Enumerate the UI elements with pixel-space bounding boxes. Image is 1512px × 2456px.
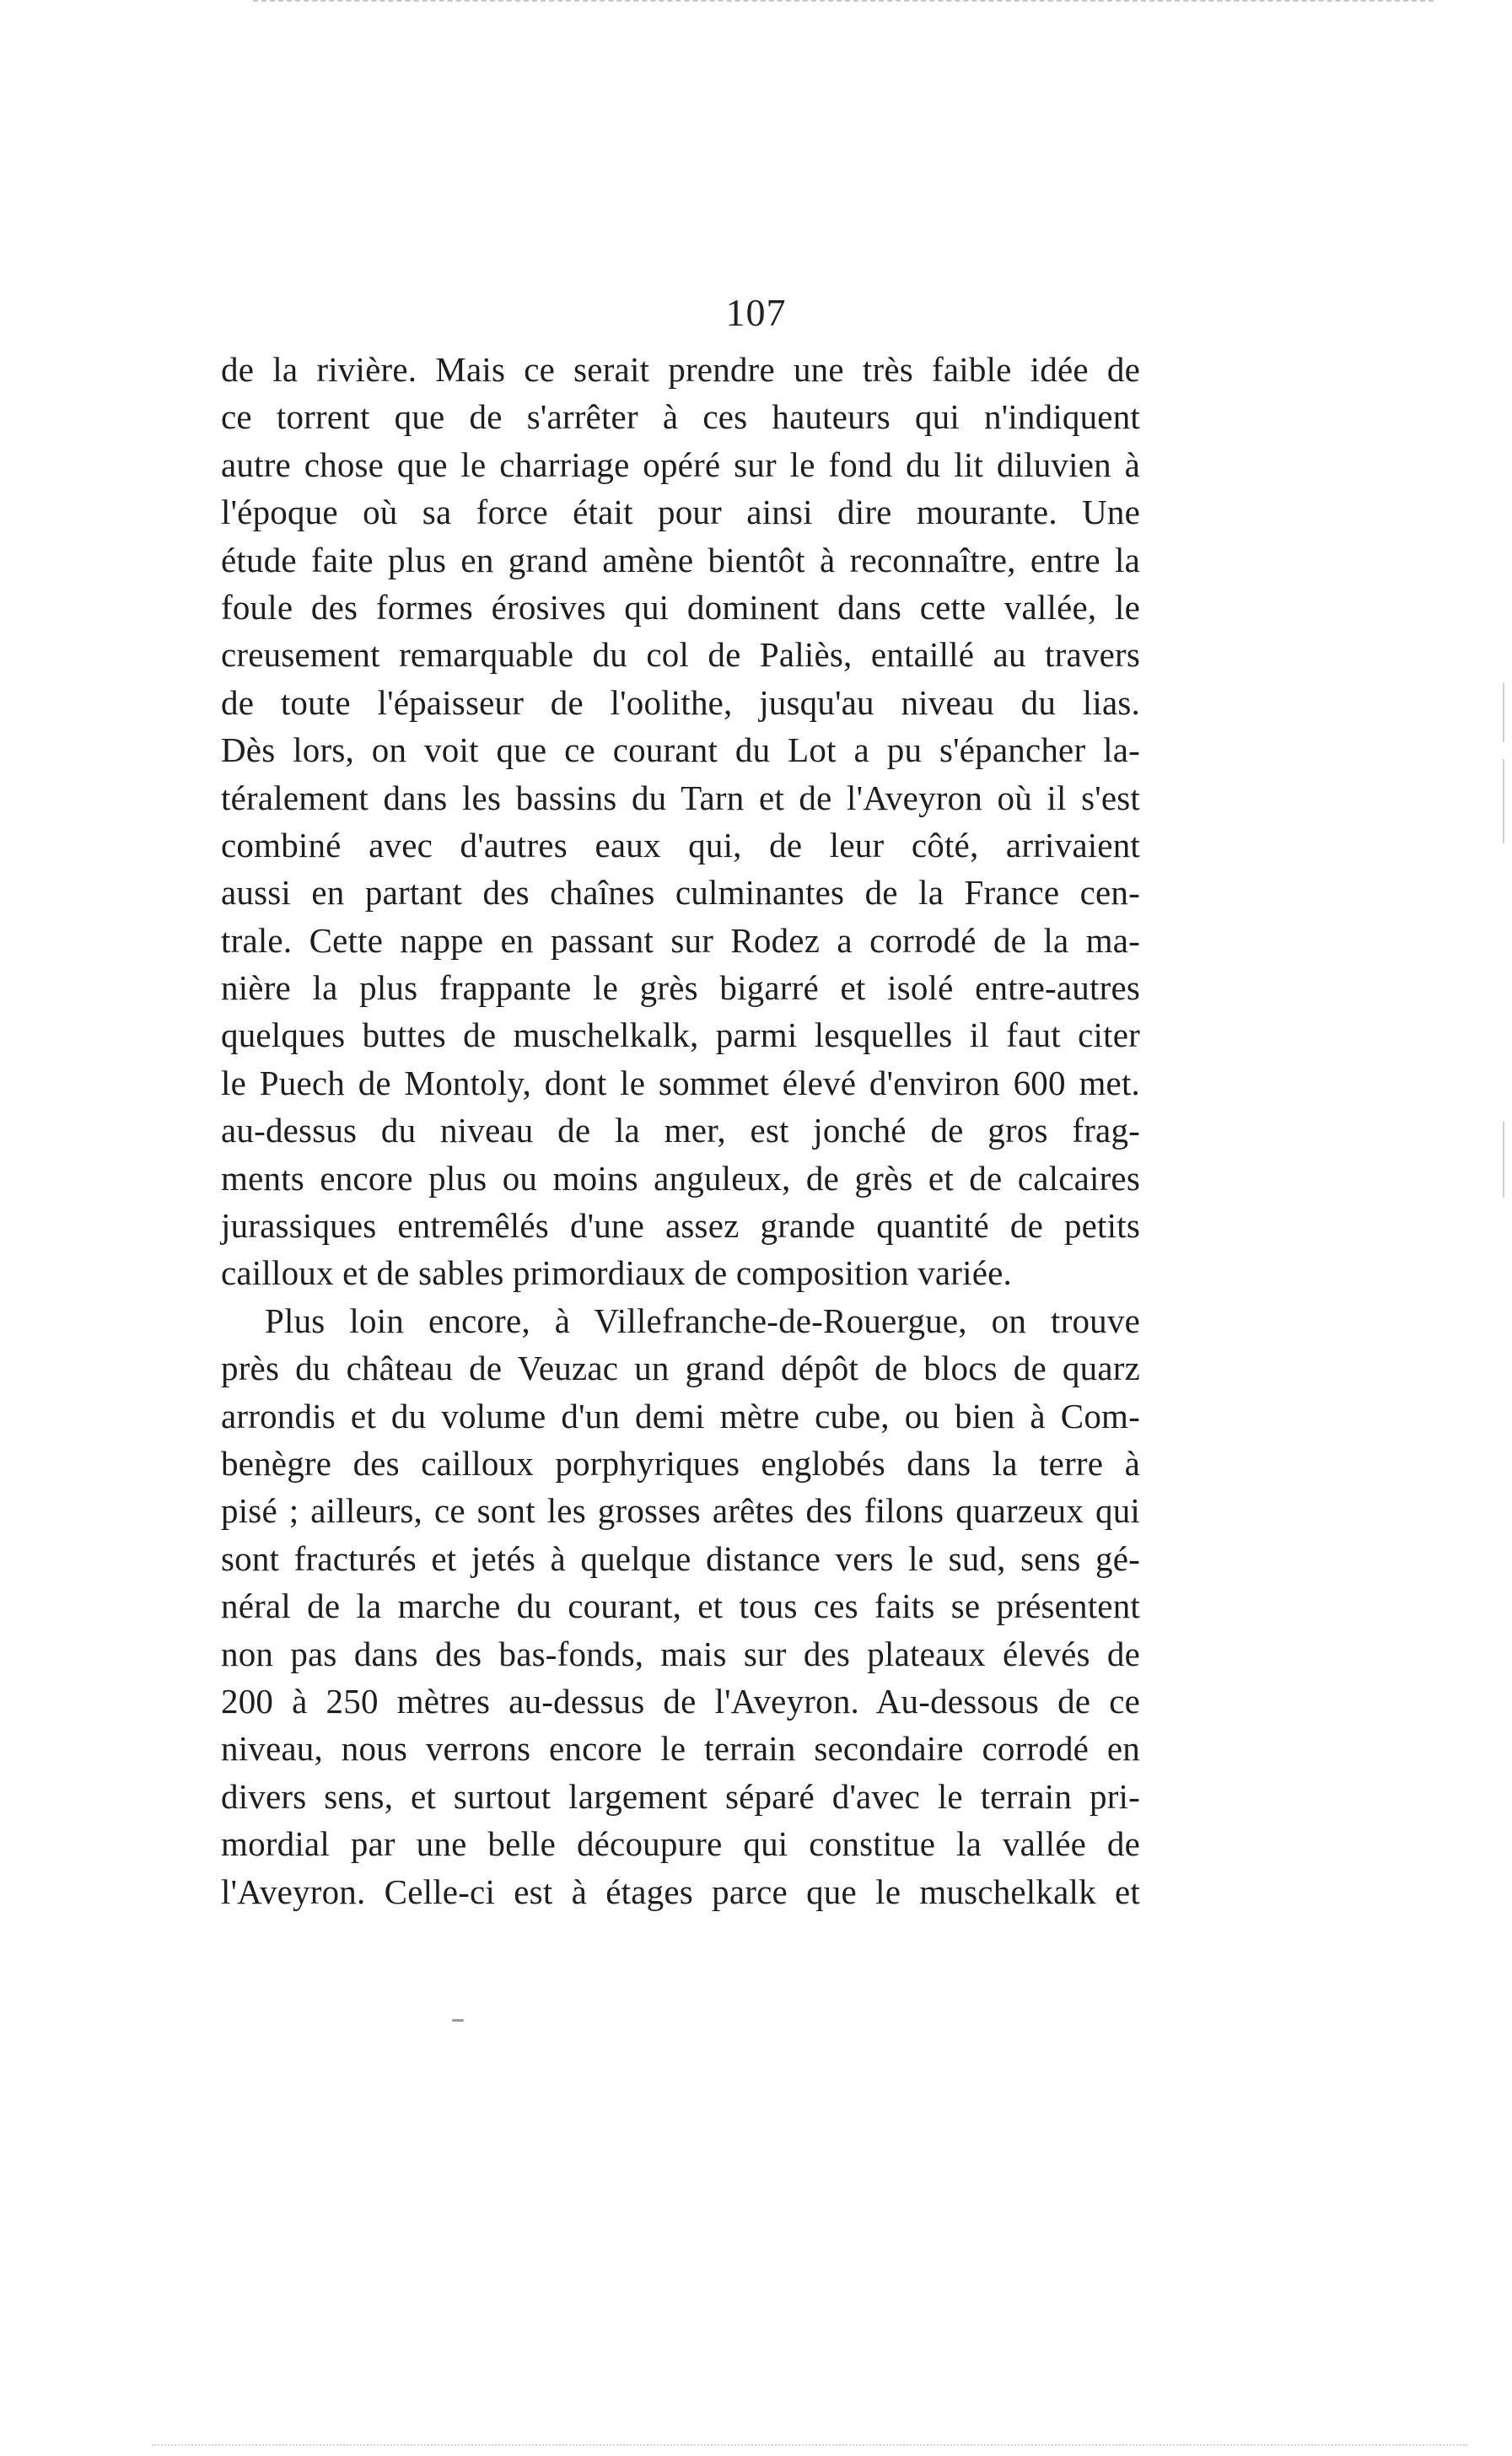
text-line: le Puech de Montoly, dont le sommet élevé d'environ 600 met. [221, 1063, 1140, 1102]
text-line: autre chose que le charriage opéré sur le fond du lit diluvien à [221, 444, 1140, 484]
text-line: quelques buttes de muschelkalk, parmi lesquelles il faut citer [221, 1015, 1140, 1055]
text-line: jurassiques entremêlés d'une assez grande quantité de petits [221, 1206, 1140, 1246]
text-line: l'Aveyron. Celle-ci est à étages parce que le muschelkalk et [221, 1872, 1140, 1911]
scan-edge-mark [1503, 759, 1504, 843]
text-line: au-dessus du niveau de la mer, est jonché de gros frag- [221, 1111, 1140, 1150]
text-line: arrondis et du volume d'un demi mètre cube, ou bien à Com- [221, 1396, 1140, 1435]
scan-edge-bottom [152, 2444, 1467, 2446]
text-line: de la rivière. Mais ce serait prendre une très faible idée de [221, 350, 1140, 389]
text-line: néral de la marche du courant, et tous ces faits se présentent [221, 1586, 1140, 1626]
text-line: près du château de Veuzac un grand dépôt de blocs de quarz [221, 1349, 1140, 1388]
text-line: trale. Cette nappe en passant sur Rodez a corrodé de la ma- [221, 920, 1140, 960]
text-line: cailloux et de sables primordiaux de composition variée. [221, 1253, 1012, 1293]
text-line: Dès lors, on voit que ce courant du Lot a pu s'épancher la- [221, 730, 1140, 770]
ink-speck [452, 2019, 464, 2022]
scan-edge-mark [1503, 1122, 1504, 1198]
text-line: ments encore plus ou moins anguleux, de grès et de calcaires [221, 1158, 1140, 1198]
text-line: de toute l'épaisseur de l'oolithe, jusqu'au niveau du lias. [221, 682, 1140, 722]
text-line: téralement dans les bassins du Tarn et de l'Aveyron où il s'est [221, 778, 1140, 817]
text-line: sont fracturés et jetés à quelque distance vers le sud, sens gé- [221, 1538, 1140, 1578]
text-line: niveau, nous verrons encore le terrain secondaire corrodé en [221, 1729, 1140, 1769]
text-line: étude faite plus en grand amène bientôt à reconnaître, entre la [221, 540, 1140, 579]
text-line: benègre des cailloux porphyriques englobés dans la terre à [221, 1443, 1140, 1483]
text-line: non pas dans des bas-fonds, mais sur des plateaux élevés de [221, 1634, 1140, 1673]
text-line: pisé ; ailleurs, ce sont les grosses arêtes des filons quarzeux qui [221, 1491, 1140, 1531]
text-line: 200 à 250 mètres au-dessus de l'Aveyron. Au-dessous de ce [221, 1681, 1140, 1721]
body-text [221, 346, 1140, 1915]
text-line: divers sens, et surtout largement séparé d'avec le terrain pri- [221, 1776, 1140, 1816]
text-line: l'époque où sa force était pour ainsi dire mourante. Une [221, 493, 1140, 532]
text-line: Plus loin encore, à Villefranche-de-Rouergue, on trouve [265, 1301, 1140, 1340]
scan-edge-mark [1503, 683, 1504, 742]
text-line: combiné avec d'autres eaux qui, de leur côté, arrivaient [221, 825, 1140, 864]
text-line: mordial par une belle découpure qui constitue la vallée de [221, 1824, 1140, 1864]
text-line: foule des formes érosives qui dominent dans cette vallée, le [221, 587, 1140, 627]
text-line: nière la plus frappante le grès bigarré et isolé entre-autres [221, 968, 1140, 1008]
text-line: creusement remarquable du col de Paliès, entaillé au travers [221, 635, 1140, 675]
scan-edge-top [253, 0, 1434, 2]
text-line: ce torrent que de s'arrêter à ces hauteurs qui n'indiquent [221, 397, 1140, 437]
text-line: aussi en partant des chaînes culminantes de la France cen- [221, 873, 1140, 913]
page-number: 107 [725, 291, 787, 334]
